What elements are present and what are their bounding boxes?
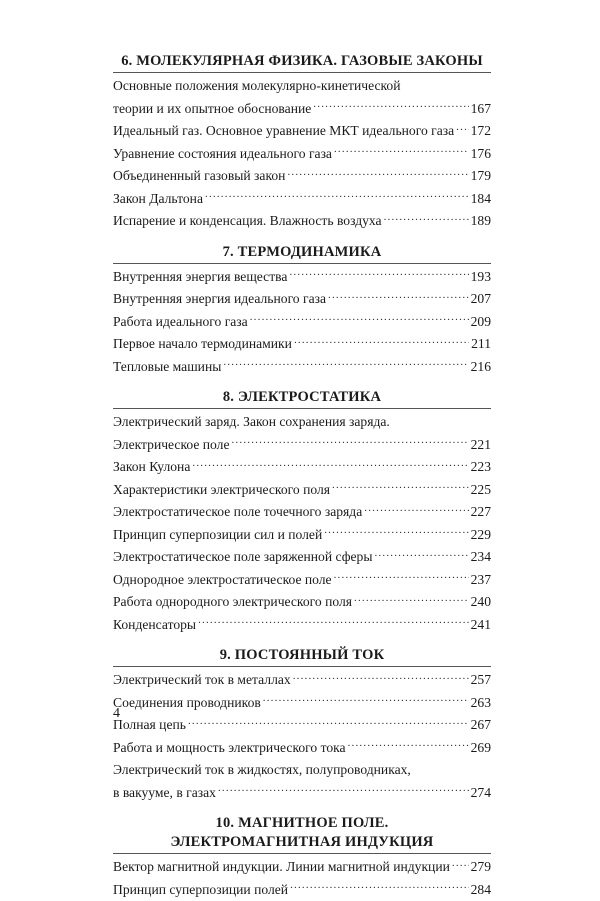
toc-entry-title: Работа идеального газа (113, 311, 248, 334)
section-title: ЭЛЕКТРОМАГНИТНАЯ ИНДУКЦИЯ (113, 833, 491, 852)
toc-entry[interactable] (113, 143, 491, 166)
toc-entry-page-number: 269 (471, 737, 491, 760)
toc-entry[interactable] (113, 356, 491, 379)
toc-entry-title: в вакууме, в газах (113, 782, 216, 805)
toc-entry[interactable] (113, 737, 491, 760)
dot-leader (290, 880, 469, 894)
dot-leader (289, 267, 468, 281)
toc-entry[interactable] (113, 546, 491, 569)
toc-entry-page-number: 257 (471, 669, 491, 692)
dot-leader (374, 547, 468, 561)
toc-entry[interactable] (113, 879, 491, 901)
toc-entry-title-first-line: Электрический заряд. Закон сохранения заряда. (113, 411, 491, 434)
toc-section (113, 388, 491, 636)
section-title: 8. ЭЛЕКТРОСТАТИКА (113, 388, 491, 407)
toc-entry-list (113, 411, 491, 636)
toc-entry-page-number: 229 (471, 524, 491, 547)
dot-leader (364, 502, 468, 516)
toc-entry-page-number: 189 (471, 210, 491, 233)
section-heading (113, 52, 491, 73)
toc-entry-title: Закон Кулона (113, 456, 190, 479)
toc-entry-page-number: 274 (471, 782, 491, 805)
dot-leader (384, 211, 469, 225)
toc-entry-list (113, 669, 491, 804)
toc-entry-page-number: 193 (471, 266, 491, 289)
toc-entry[interactable] (113, 501, 491, 524)
toc-entry-title-first-line: Электрический ток в жидкостях, полупроводниках, (113, 759, 491, 782)
dot-leader (456, 121, 468, 135)
page-number: 4 (113, 706, 120, 722)
section-heading (113, 243, 491, 264)
toc-entry-page-number: 237 (471, 569, 491, 592)
toc-entry-title: Электрическое поле (113, 434, 229, 457)
section-title: 9. ПОСТОЯННЫЙ ТОК (113, 646, 491, 665)
toc-entry-page-number: 176 (471, 143, 491, 166)
toc-entry-title: Соединения проводников (113, 692, 261, 715)
dot-leader (294, 334, 469, 348)
toc-entry-title: Принцип суперпозиции сил и полей (113, 524, 322, 547)
toc-section (113, 243, 491, 379)
section-title: 10. МАГНИТНОЕ ПОЛЕ. (113, 814, 491, 833)
toc-entry-title: Работа однородного электрического поля (113, 591, 352, 614)
dot-leader (324, 525, 468, 539)
toc-entry[interactable] (113, 692, 491, 715)
toc-entry-title: Внутренняя энергия идеального газа (113, 288, 326, 311)
toc-entry-title: Электростатическое поле заряженной сферы (113, 546, 372, 569)
toc-entry[interactable] (113, 759, 491, 804)
toc-entry[interactable] (113, 524, 491, 547)
dot-leader (192, 457, 468, 471)
dot-leader (231, 435, 468, 449)
toc-entry-page-number: 221 (471, 434, 491, 457)
toc-entry-title: Полная цепь (113, 714, 186, 737)
toc-entry[interactable] (113, 591, 491, 614)
section-heading (113, 646, 491, 667)
section-heading (113, 388, 491, 409)
toc-entry[interactable] (113, 120, 491, 143)
toc-section (113, 814, 491, 901)
toc-entry-title: Закон Дальтона (113, 188, 203, 211)
toc-entry-title: Электростатическое поле точечного заряда (113, 501, 362, 524)
toc-section (113, 52, 491, 233)
dot-leader (313, 99, 468, 113)
dot-leader (348, 738, 469, 752)
toc-entry-page-number: 211 (471, 333, 491, 356)
toc-entry-page-number: 172 (471, 120, 491, 143)
toc-entry-page-number: 209 (471, 311, 491, 334)
dot-leader (218, 783, 469, 797)
toc-entry-page-number: 184 (471, 188, 491, 211)
dot-leader (293, 670, 469, 684)
dot-leader (250, 312, 469, 326)
toc-entry[interactable] (113, 210, 491, 233)
toc-entry-title: теории и их опытное обоснование (113, 98, 311, 121)
section-title: 6. МОЛЕКУЛЯРНАЯ ФИЗИКА. ГАЗОВЫЕ ЗАКОНЫ (113, 52, 491, 71)
toc-entry-title: Испарение и конденсация. Влажность воздуха (113, 210, 382, 233)
toc-entry-title: Принцип суперпозиции полей (113, 879, 288, 901)
toc-entry-page-number: 225 (471, 479, 491, 502)
toc-entry-title: Электрический ток в металлах (113, 669, 291, 692)
toc-entry-title: Однородное электростатическое поле (113, 569, 332, 592)
toc-entry-page-number: 279 (471, 856, 491, 879)
toc-entry-title-first-line: Основные положения молекулярно-кинетической (113, 75, 491, 98)
toc-entry[interactable] (113, 288, 491, 311)
toc-entry[interactable] (113, 456, 491, 479)
dot-leader (205, 189, 469, 203)
toc-entry-page-number: 227 (471, 501, 491, 524)
toc-entry-title: Внутренняя энергия вещества (113, 266, 287, 289)
toc-entry-page-number: 167 (471, 98, 491, 121)
dot-leader (452, 857, 469, 871)
dot-leader (188, 715, 469, 729)
toc-entry[interactable] (113, 479, 491, 502)
toc-entry-title: Тепловые машины (113, 356, 221, 379)
toc-entry-page-number: 263 (471, 692, 491, 715)
toc-entry-title: Характеристики электрического поля (113, 479, 330, 502)
toc-entry-list (113, 75, 491, 233)
toc-entry-title: Вектор магнитной индукции. Линии магнитной индукции (113, 856, 450, 879)
toc-entry-page-number: 207 (471, 288, 491, 311)
toc-entry-page-number: 179 (471, 165, 491, 188)
toc-entry-list (113, 266, 491, 379)
toc-section (113, 646, 491, 804)
dot-leader (334, 570, 469, 584)
toc-entry-page-number: 267 (471, 714, 491, 737)
toc-entry[interactable] (113, 266, 491, 289)
toc-entry-title: Работа и мощность электрического тока (113, 737, 346, 760)
dot-leader (328, 289, 469, 303)
toc-entry[interactable] (113, 714, 491, 737)
dot-leader (334, 144, 469, 158)
dot-leader (354, 592, 469, 606)
toc-entry-page-number: 223 (471, 456, 491, 479)
toc-entry-page-number: 240 (471, 591, 491, 614)
dot-leader (263, 693, 469, 707)
dot-leader (198, 615, 469, 629)
dot-leader (332, 480, 469, 494)
toc-entry-title: Конденсаторы (113, 614, 196, 637)
toc-entry[interactable] (113, 614, 491, 637)
toc-entry[interactable] (113, 856, 491, 879)
section-title: 7. ТЕРМОДИНАМИКА (113, 243, 491, 262)
dot-leader (287, 166, 468, 180)
toc-entry[interactable] (113, 188, 491, 211)
toc-entry-title: Объединенный газовый закон (113, 165, 285, 188)
toc-entry-title: Уравнение состояния идеального газа (113, 143, 332, 166)
toc-entry-page-number: 241 (471, 614, 491, 637)
toc-entry[interactable] (113, 569, 491, 592)
toc-entry-page-number: 284 (471, 879, 491, 901)
section-heading (113, 814, 491, 854)
toc-entry[interactable] (113, 165, 491, 188)
toc-entry-title: Идеальный газ. Основное уравнение МКТ идеального газа (113, 120, 454, 143)
toc-entry-title: Первое начало термодинамики (113, 333, 292, 356)
toc-entry-page-number: 216 (471, 356, 491, 379)
toc-entry[interactable] (113, 669, 491, 692)
toc-entry-list (113, 856, 491, 901)
toc-entry-page-number: 234 (471, 546, 491, 569)
toc-entry[interactable] (113, 75, 491, 120)
toc-entry[interactable] (113, 333, 491, 356)
toc-entry[interactable] (113, 311, 491, 334)
table-of-contents (113, 52, 491, 901)
dot-leader (223, 357, 468, 371)
toc-entry[interactable] (113, 411, 491, 456)
